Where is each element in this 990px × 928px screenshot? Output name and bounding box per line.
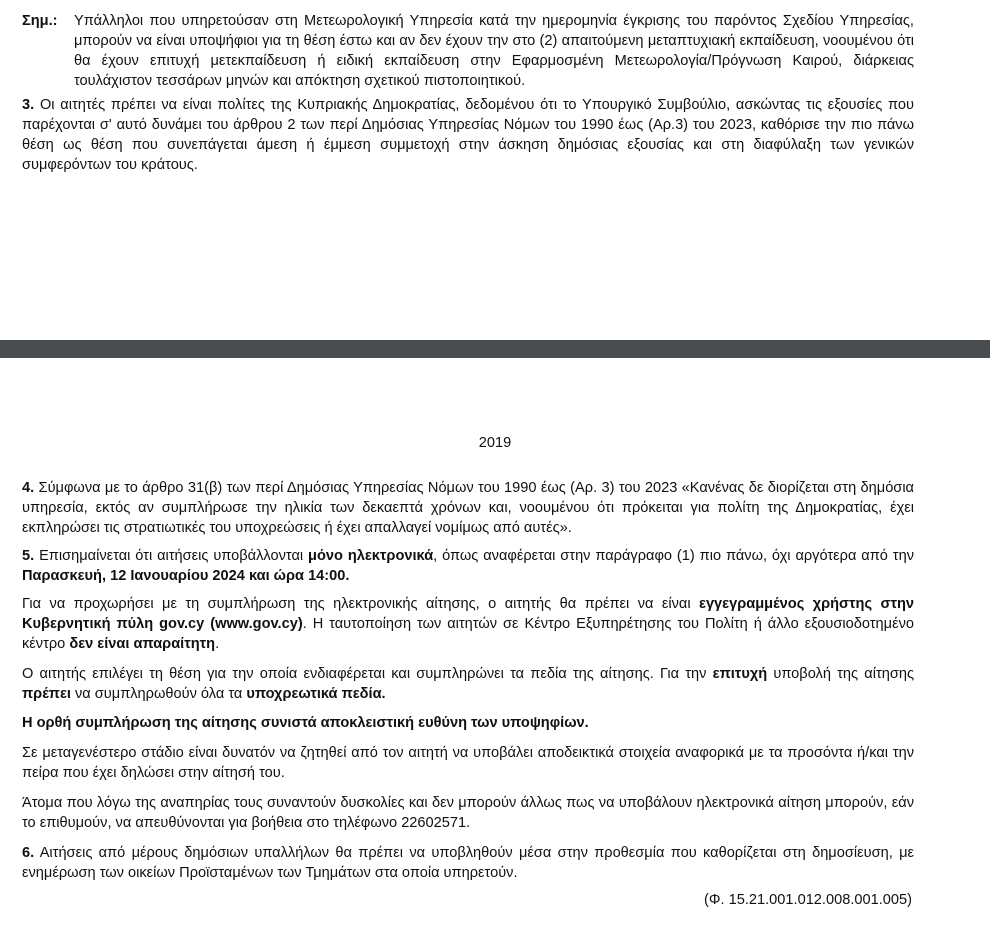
item-6-paragraph <box>22 843 914 883</box>
item-5-paragraph <box>22 546 914 586</box>
item-4-number: 4. <box>22 480 35 496</box>
item-3-number: 3. <box>22 97 35 113</box>
page-separator <box>0 340 990 358</box>
item-3-text: Οι αιτητές πρέπει να είναι πολίτες της Κυπριακής Δημοκρατίας, δεδομένου ότι το Υπουργικό Συμβούλιο, ασκώντας τις εξουσίες που παρέχονται σ' αυτό δυνάμει του άρθρου 2 των περί Δημόσιας Υπηρεσίας Νόμων του 1990 έως (Αρ.3) του 2023, καθόρισε την πιο πάνω θέση ως θέση που συνεπάγεται άμεση ή έμμεση συμμετοχή στην άσκηση δημόσιας εξουσίας και στη διαφύλαξη των γενικών συμφερόντων του κράτους. <box>22 97 914 173</box>
item-5-number: 5. <box>22 548 35 564</box>
fields-bold-mandatory: υποχρεωτικά πεδία. <box>246 686 386 702</box>
registration-text-2: . Η ταυτοποίηση των αιτητών σε Κέντρο Εξυπηρέτησης του Πολίτη ή άλλο εξουσιοδοτημένο κέντρο <box>22 616 914 652</box>
item-6-text: Αιτήσεις από μέρους δημόσιων υπαλλήλων θα πρέπει να υποβληθούν μέσα στην προθεσμία που καθορίζεται στη δημοσίευση, με ενημέρωση των οικείων Προϊσταμένων των Τμημάτων στα οποία υπηρετούν. <box>22 845 914 881</box>
fields-text-2: υποβολή της αίτησης <box>767 666 914 682</box>
note-paragraph <box>22 11 914 91</box>
item-5-text: Επισημαίνεται ότι αιτήσεις υποβάλλονται <box>39 548 309 564</box>
disability-paragraph: Άτομα που λόγω της αναπηρίας τους συναντούν δυσκολίες και δεν μπορούν άλλως πως να υποβάλουν ηλεκτρονικά αίτηση μπορούν, εάν το επιθυμούν, να απευθύνονται για βοήθεια στο τηλέφωνο 22602571. <box>22 795 914 831</box>
item-5-deadline: Παρασκευή, 12 Ιανουαρίου 2024 και ώρα 14:00. <box>22 568 350 584</box>
page-number: 2019 <box>478 435 512 451</box>
fields-text-3: να συμπληρωθούν όλα τα <box>70 686 247 702</box>
fields-bold-successful: επιτυχή <box>712 666 768 682</box>
file-reference: (Φ. 15.21.001.012.008.001.005) <box>703 892 912 908</box>
note-label: Σημ.: <box>22 13 58 29</box>
note-text: Υπάλληλοι που υπηρετούσαν στη Μετεωρολογική Υπηρεσία κατά την ημερομηνία έγκρισης του παρόντος Σχεδίου Υπηρεσίας, μπορούν να είναι υποψήφιοι για τη θέση έστω και αν δεν έχουν την στο (2) απαιτούμενη μεταπτυχιακή εκπαίδευση, νοουμένου ότι θα έχουν επιτυχή μετεκπαίδευση ή ειδική εκπαίδευση στην Εφαρμοσμένη Μετεωρολογία/Πρόγνωση Καιρού, διάρκειας τουλάχιστον τεσσάρων μηνών και απόκτηση σχετικού πιστοποιητικού. <box>74 13 914 89</box>
item-5-bold-electronic: μόνο ηλεκτρονικά <box>308 548 434 564</box>
item-4-text: Σύμφωνα με το άρθρο 31(β) των περί Δημόσιας Υπηρεσίας Νόμων του 1990 έως (Αρ. 3) του 2023 «Κανένας δε διορίζεται στη δημόσια υπηρεσία, εκτός αν συμπλήρωσε την ηλικία των δεκαεπτά χρόνων και, νοουμένου ότι πρόκειται για πολίτη της Δημοκρατίας, έχει εκπληρώσει τις στρατιωτικές του υποχρεώσεις ή έχει απαλλαγεί νομίμως από αυτές». <box>22 480 914 536</box>
registration-bold-not-required: δεν είναι απαραίτητη <box>69 636 216 652</box>
registration-bold-govcy: εγγεγραμμένος χρήστης στην Κυβερνητική πύλη gov.cy (www.gov.cy) <box>22 596 915 632</box>
item-4-paragraph <box>22 478 914 538</box>
evidence-paragraph: Σε μεταγενέστερο στάδιο είναι δυνατόν να ζητηθεί από τον αιτητή να υποβάλει αποδεικτικά στοιχεία αναφορικά με τα προσόντα ή/και την πείρα που έχει δηλώσει στην αίτησή του. <box>22 745 914 781</box>
fields-paragraph <box>22 664 914 704</box>
fields-bold-must: πρέπει <box>22 686 71 702</box>
fields-text-1: Ο αιτητής επιλέγει τη θέση για την οποία ενδιαφέρεται και συμπληρώνει τα πεδία της αίτησης. Για την <box>22 666 713 682</box>
item-3-paragraph <box>22 95 914 175</box>
registration-text-1: Για να προχωρήσει με τη συμπλήρωση της ηλεκτρονικής αίτησης, ο αιτητής θα πρέπει να είναι <box>22 596 700 612</box>
item-6-number: 6. <box>22 845 35 861</box>
item-5-text-2: , όπως αναφέρεται στην παράγραφο (1) πιο πάνω, όχι αργότερα από την <box>433 548 914 564</box>
registration-text-3: . <box>215 636 220 652</box>
registration-paragraph <box>22 594 914 654</box>
responsibility-paragraph: Η ορθή συμπλήρωση της αίτησης συνιστά αποκλειστική ευθύνη των υποψηφίων. <box>22 715 589 731</box>
